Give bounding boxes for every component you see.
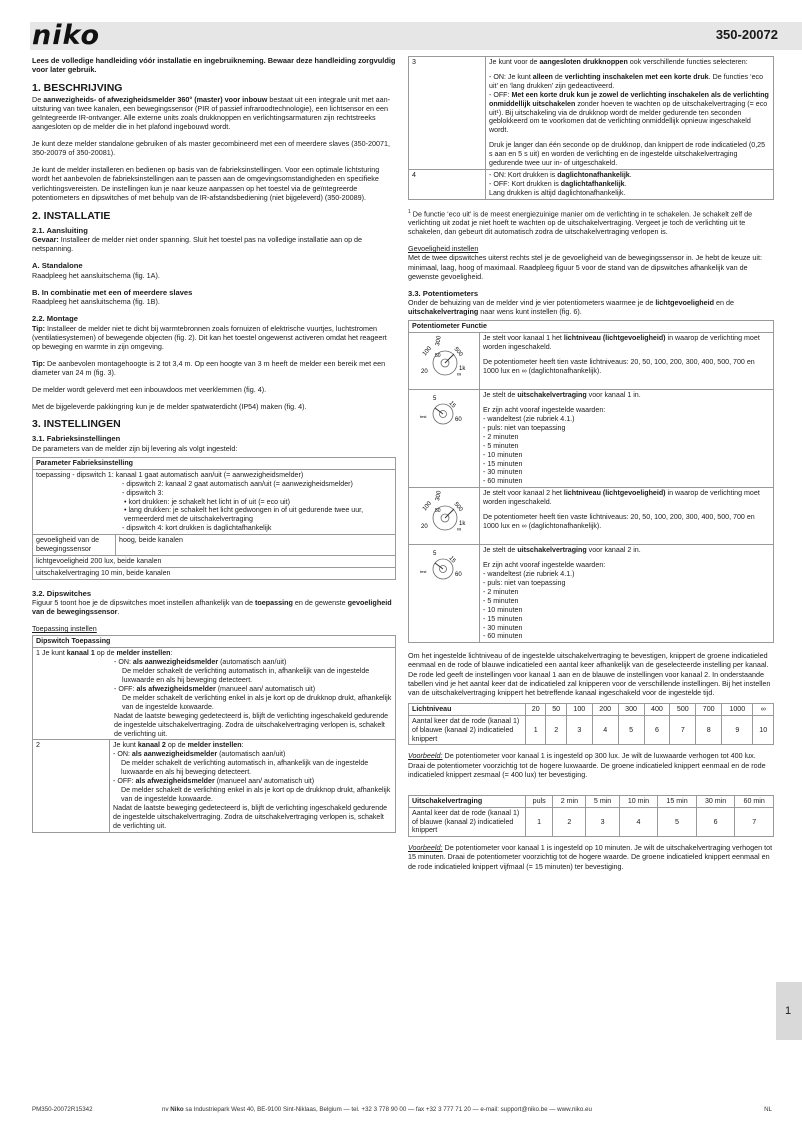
potentiometer-table xyxy=(408,320,774,643)
potentiometer-table-header: Potentiometer Functie xyxy=(409,321,774,333)
svg-text:50: 50 xyxy=(435,353,441,360)
subsection-montage: 2.2. Montage xyxy=(32,314,78,324)
niko-logo: niko xyxy=(32,20,101,51)
dipswitch-table xyxy=(32,635,396,832)
factory-row-application: toepassing - dipswitch 1: kanaal 1 gaat automatisch aan/uit (= aanwezigheidsmelder) - dipswitch 2: kanaal 2 gaat automatisch aan/uit (= aanwezigheidsmelder) - dipswitch 3: • kort drukken: je schakelt het licht in of uit (= eco uit) • lang drukken: je schakelt het licht gedwongen in of uit gedurende twee uur, vermeerderd met de uitschakelvertraging - dipswitch 4: kort drukken is daglichtafhankelijk xyxy=(33,469,396,534)
svg-text:300: 300 xyxy=(435,335,443,347)
subsection-fabrieksinstellingen: 3.1. Fabrieksinstellingen xyxy=(32,434,121,444)
dipswitch-row-4: 4 - ON: Kort drukken is daglichtonafhankelijk. - OFF: Kort drukken is daglichtafhankelijk. Lang drukken is altijd daglichtonafhankelijk. xyxy=(409,169,774,199)
dipswitch-row-1: 1 Je kunt kanaal 1 op de melder instellen: - ON: als aanwezigheidsmelder (automatisch aan/uit) De melder schakelt de verlichting automatisch in, afhankelijk van de ingestelde luxwaarde en als hij beweging detecteert. - OFF: als afwezigheidsmelder (manueel aan/ automatisch uit) De melder schakelt de verlichting enkel in als je kort op de drukknop drukt, afhankelijk van de ingestelde luxwaarde. Nadat de laatste beweging gedetecteerd is, blijft de verlichting ingeschakeld gedurende de ingestelde uitschakelvertraging. Zodra de uitschakelvertraging verlopen is, schakelt de verlichting uit. xyxy=(33,648,396,740)
section-title-instellingen: 3. INSTELLINGEN xyxy=(32,418,121,431)
subsection-slaves: B. In combinatie met een of meerdere slaves xyxy=(32,287,193,297)
standalone-paragraph: Je kunt deze melder standalone gebruiken of als master gecombineerd met een of meerdere slaves (350-20071, 350-20079 of 350-20081). xyxy=(32,139,390,158)
subsection-standalone: A. Standalone xyxy=(32,261,83,271)
dipswitch-row-3: 3 Je kunt voor de aangesloten drukknoppen ook verschillende functies selecteren: - ON: Je kunt alleen de verlichting inschakelen met een korte druk. De functies ‘eco uit’ en ‘lang drukken’ zijn gedeactiveerd. - OFF: Met een korte druk kun je zowel de verlichting inschakelen als de verlichting onmiddellijk uitschakelen zonder hoeven te wachten op de uitschakelvertraging (= eco uit¹). Bij uitschakeling via de drukknop wordt de melder gedurende ten seconden geblokkeerd om te voorkomen dat de verlichting onmiddellijk opnieuw ingeschakeld wordt. Druk je langer dan één seconde op de drukknop, dan knippert de rode indicatieled (0,25 s aan en 5 s uit) en worden de verlichting en de ingestelde uitschakelvertraging gedurende twee uur in- of uitgeschakeld. xyxy=(409,57,774,170)
svg-text:1k: 1k xyxy=(459,521,466,528)
intro-text: Lees de volledige handleiding vóór installatie en ingebruikneming. Bewaar deze handleiding zorgvuldig voor later gebruik. xyxy=(32,56,396,75)
right-column xyxy=(408,56,774,879)
ip54-text: Met de bijgeleverde pakkingring kun je de melder spatwaterdicht (IP54) maken (fig. 4). xyxy=(32,402,307,412)
footer-address: nv Niko sa Industriepark West 40, BE-9100 Sint-Niklaas, Belgium — tel. +32 3 778 90 00 — fax +32 3 777 71 20 — e-mail: support@niko.be — www.niko.eu xyxy=(162,1106,592,1113)
settings-paragraph: Je kunt de melder installeren en bedienen op basis van de fabrieksinstellingen. Voor een optimale lichtsturing wordt het aanbevolen de fabrieksinstellingen aan te passen aan de omgevingsomstandigheden en specifieke verlichtingsvereisten. De instellingen kun je naar keuze aanpassen op het toestel via de geïntegreerde potentiometers en dipswitches of met behulp van de IR-afstandsbediening (niet bijgeleverd) (350-20089). xyxy=(32,165,380,202)
factory-row-sensitivity-label: gevoeligheid van de bewegingssensor xyxy=(33,535,116,556)
svg-text:15: 15 xyxy=(447,400,457,410)
pot-row-delay-ch2: 5 15 test 60 Je stelt de uitschakelvertraging voor kanaal 2 in. Er zijn acht vooraf ingestelde waarden: - wandeltest (zie rubriek 4.1.) - puls: niet van toepassing - 2 minuten - 5 minuten - 10 minuten - 15 minuten - 30 minuten - 60 minuten xyxy=(409,545,774,643)
section-title-installatie: 2. INSTALLATIE xyxy=(32,209,111,222)
example-lux: Voorbeeld: De potentiometer voor kanaal 1 is ingesteld op 300 lux. Je wilt de luxwaarde verhogen tot 400 lux. Draai de potentiometer voorzichtig tot de hogere luxwaarde. De groene indicatieled knippert eenmaal en de rode indicatieled knippert zesmaal (= 400 lux) ter bevestiging. xyxy=(408,751,766,779)
pot-row-delay-ch1: 5 15 test 60 Je stelt de uitschakelvertraging voor kanaal 1 in. Er zijn acht vooraf ingestelde waarden: - wandeltest (zie rubriek 4.1.) - puls: niet van toepassing - 2 minuten - 5 minuten - 10 minuten - 15 minuten - 30 minuten - 60 minuten xyxy=(409,390,774,488)
footnote: $^1$ De functie ‘eco uit’ is de meest energiezuinige manier om de verlichting in te schakelen. Je schakelt zelf de verlichting uit zodat je niet hoeft te wachten op de uitschakelvertraging. Vergeet je toch de verlichting uit te schakelen, dan gebeurt dit automatisch zodra de uitschakelvertraging verlopen is. xyxy=(408,208,753,237)
factory-row-delay: uitschakelvertraging 10 min, beide kanalen xyxy=(33,567,396,579)
sensitivity-text: Met de twee dipswitches uiterst rechts stel je de gevoeligheid van de bewegingssensor in. Je hebt de keuze uit: minimaal, laag, hoog of maximaal. Raadpleeg figuur 5 voor de stand van de dipswitches afhankelijk van de gewenste gevoeligheid. xyxy=(408,253,762,281)
subsection-aansluiting: 2.1. Aansluiting xyxy=(32,225,88,235)
pot-row-lux-ch2: 300 100 50 500 20 1k ∞ Je stelt voor kanaal 2 het lichtniveau (lichtgevoeligheid) in waarop de verlichting moet worden ingeschakeld. De potentiometer heeft tien vaste lichtniveaus: 20, 50, 100, 200, 300, 400, 500, 700 en 1000 lux en ∞ (daglichtonafhankelijk). xyxy=(409,488,774,545)
svg-text:5: 5 xyxy=(433,396,437,403)
svg-text:test: test xyxy=(420,569,427,575)
svg-text:100: 100 xyxy=(421,501,433,513)
delay-dial-icon xyxy=(409,390,479,434)
spring-clamps-text: De melder wordt geleverd met een inbouwdoos met veerklemmen (fig. 4). xyxy=(32,385,267,395)
factory-intro: De parameters van de melder zijn bij levering als volgt ingesteld: xyxy=(32,443,238,453)
delay-table-header: Uitschakelvertraging xyxy=(409,795,526,807)
delay-blink-table: Uitschakelvertraging puls 2 min 5 min 10 min 15 min 30 min 60 min Aantal keer dat de rode (kanaal 1) of blauwe (kanaal 2) indicatieled knippert 1 2 3 4 5 6 7 xyxy=(408,795,774,838)
subsection-dipswitches: 3.2. Dipswitches xyxy=(32,588,92,598)
standalone-text: Raadpleeg het aansluitschema (fig. 1A). xyxy=(32,270,160,280)
factory-settings-table xyxy=(32,457,396,580)
blink-explanation: Om het ingestelde lichtniveau of de ingestelde uitschakelvertraging te bevestigen, knippert de groene indicatieled eenmaal en de rode of blauwe indicatieled een aantal keer afhankelijk van de geselecteerde instelling per kanaal. De rode led geeft de instellingen voor kanaal 1 aan en de blauwe de instellingen voor kanaal 2. In onderstaande tabellen vind je het aantal keer dat de indicatieled zal knipperen voor de verschillende instellingen. Bij het instellen van de uitschakelvertraging knippert het betreffende kanaal ingeschakeld voor de ingestelde tijd. xyxy=(408,651,771,697)
application-label: Toepassing instellen xyxy=(32,624,97,634)
header-bar xyxy=(30,22,802,50)
factory-row-light: lichtgevoeligheid 200 lux, beide kanalen xyxy=(33,555,396,567)
lux-dial-icon xyxy=(409,333,479,389)
slaves-text: Raadpleeg het aansluitschema (fig. 1B). xyxy=(32,297,160,307)
factory-row-sensitivity-value: hoog, beide kanalen xyxy=(116,535,396,556)
lux-table-row-label: Aantal keer dat de rode (kanaal 1) of blauwe (kanaal 2) indicatieled knippert xyxy=(409,715,526,745)
sensitivity-label: Gevoeligheid instellen xyxy=(408,244,479,254)
svg-text:100: 100 xyxy=(421,345,433,358)
dipswitch-table-continued xyxy=(408,56,774,200)
section-title-beschrijving: 1. BESCHRIJVING xyxy=(32,81,123,94)
svg-text:1k: 1k xyxy=(459,366,466,373)
document-number: 350-20072 xyxy=(715,27,778,42)
svg-text:∞: ∞ xyxy=(457,372,462,379)
svg-text:300: 300 xyxy=(435,490,443,502)
svg-text:60: 60 xyxy=(455,572,462,579)
svg-text:∞: ∞ xyxy=(457,527,462,534)
svg-text:500: 500 xyxy=(452,346,464,359)
svg-text:5: 5 xyxy=(433,551,437,558)
subsection-potentiometers: 3.3. Potentiometers xyxy=(408,288,479,298)
footer-language: NL xyxy=(764,1106,772,1113)
svg-text:20: 20 xyxy=(421,524,428,531)
lux-table-header: Lichtniveau xyxy=(409,703,526,715)
danger-note: Gevaar: Installeer de melder niet onder spanning. Sluit het toestel pas na volledige installatie aan op de netspanning. xyxy=(32,235,363,254)
pot-row-lux-ch1: 300 100 50 500 20 1k ∞ Je stelt voor kanaal 1 het lichtniveau (lichtgevoeligheid) in waarop de verlichting moet worden ingeschakeld. De potentiometer heeft tien vaste lichtniveaus: 20, 50, 100, 200, 300, 400, 500, 700 en 1000 lux en ∞ (daglichtonafhankelijk). xyxy=(409,333,774,390)
page-tab-marker: 1 xyxy=(776,982,802,1040)
svg-text:60: 60 xyxy=(455,417,462,424)
svg-text:20: 20 xyxy=(421,369,428,376)
svg-text:500: 500 xyxy=(452,501,464,514)
factory-table-header: Parameter Fabrieksinstelling xyxy=(33,457,396,469)
delay-dial-icon xyxy=(409,545,479,589)
lux-blink-table: Lichtniveau 20 50 100 200 300 400 500 700 1000 ∞ Aantal keer dat de rode (kanaal 1) of blauwe (kanaal 2) indicatieled knippert 1 2 3 4 5 6 7 8 9 10 xyxy=(408,703,774,746)
potentiometer-intro: Onder de behuizing van de melder vind je vier potentiometers waarmee je de lichtgevoeligheid en de uitschakelvertraging naar wens kunt instellen (fig. 6). xyxy=(408,298,735,317)
description-paragraph: De aanwezigheids- of afwezigheidsmelder 360° (master) voor inbouw bestaat uit een integrale unit met aan-uitsturing van twee kanalen, een bewegingssensor (PIR of passief infraroodtechnologie), een lichtsensor en een geïntegreerde IR-ontvanger. Alle externe units zoals drukknoppen en verlichtingsarmaturen zijn rechtstreeks aangesloten op de melder die in het plafond ingebouwd wordt. xyxy=(32,94,390,132)
example-delay: Voorbeeld: De potentiometer voor kanaal 1 is ingesteld op 10 minuten. Je wilt de uitschakelvertraging verhogen tot 15 minuten. Draai de potentiometer voorzichtig tot de hogere waarde. De groene indicatieled knippert eenmaal en de rode indicatieled knippert vijfmaal (= 15 minuten) ter bevestiging. xyxy=(408,843,773,871)
svg-text:test: test xyxy=(420,414,427,420)
dipswitch-row-2: 2 Je kunt kanaal 2 op de melder instellen: - ON: als aanwezigheidsmelder (automatisch aan/uit) De melder schakelt de verlichting automatisch in, afhankelijk van de ingestelde luxwaarde en als hij beweging detecteert. - OFF: als afwezigheidsmelder (manueel aan/ automatisch uit) De melder schakelt de verlichting enkel in als je kort op de drukknop drukt, afhankelijk van de ingestelde luxwaarde. Nadat de laatste beweging gedetecteerd is, blijft de verlichting ingeschakeld gedurende de ingestelde uitschakelvertraging. Zodra de uitschakelvertraging verlopen is, schakelt de verlichting uit. xyxy=(33,740,396,832)
tip-heat-sources: Tip: Installeer de melder niet te dicht bij warmtebronnen zoals fornuizen of elektrische vuurtjes, luchtstromen (ventilatiesystemen) of bewegende objecten (fig. 2). Dit kan het toestel ongewenst activeren omdat het reageert op beweging en warmte in zijn omgeving. xyxy=(32,323,387,351)
delay-table-row-label: Aantal keer dat de rode (kanaal 1) of blauwe (kanaal 2) indicatieled knippert xyxy=(409,807,526,837)
svg-text:50: 50 xyxy=(435,508,441,515)
dipswitch-intro: Figuur 5 toont hoe je de dipswitches moet instellen afhankelijk van de toepassing en de gewenste gevoeligheid van de bewegingssensor. xyxy=(32,598,392,617)
lux-dial-icon xyxy=(409,488,479,544)
svg-text:15: 15 xyxy=(447,555,457,565)
left-column xyxy=(32,56,396,833)
tip-mounting-height: Tip: De aanbevolen montagehoogte is 2 tot 3,4 m. Op een hoogte van 3 m heeft de melder een bereik met een diameter van 24 m (fig. 3). xyxy=(32,359,386,378)
dipswitch-table-header: Dipswitch Toepassing xyxy=(33,636,396,648)
footer-code: PM350-20072R15342 xyxy=(32,1106,93,1113)
